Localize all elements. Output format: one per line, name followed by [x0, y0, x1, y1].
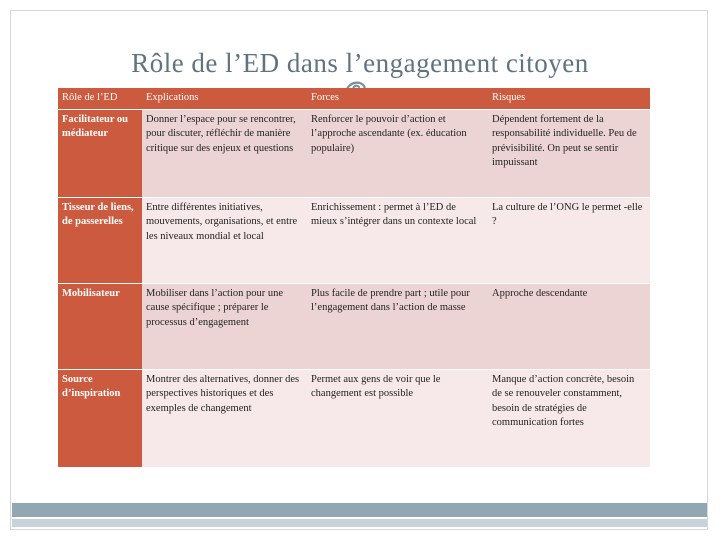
footer-bar-light — [12, 519, 707, 527]
row-risques: Dépendent fortement de la responsabilité individuelle. Peu de prévisibilité. On peut se sentir impuissant — [488, 109, 650, 197]
header-risques: Risques — [488, 88, 650, 109]
row-explications: Montrer des alternatives, donner des perspectives historiques et des exemples de changement — [142, 369, 307, 467]
row-explications: Donner l’espace pour se rencontrer, pour discuter, réfléchir de manière critique sur des enjeux et questions — [142, 109, 307, 197]
row-role: Facilitateur ou médiateur — [58, 109, 142, 197]
roles-table — [58, 88, 650, 468]
row-forces: Renforcer le pouvoir d’action et l’approche ascendante (ex. éducation populaire) — [307, 109, 488, 197]
table-row — [58, 109, 650, 197]
slide-title: Rôle de l’ED dans l’engagement citoyen — [131, 48, 589, 78]
header-forces: Forces — [307, 88, 488, 109]
row-explications: Entre différentes initiatives, mouvements, organisations, et entre les niveaux mondial et local — [142, 197, 307, 283]
table-row — [58, 369, 650, 467]
row-risques: Manque d’action concrète, besoin de se renouveler constamment, besoin de stratégies de communication fortes — [488, 369, 650, 467]
header-explications: Explications — [142, 88, 307, 109]
table-header-row — [58, 88, 650, 109]
row-role: Tisseur de liens, de passerelles — [58, 197, 142, 283]
row-explications: Mobiliser dans l’action pour une cause spécifique ; préparer le processus d’engagement — [142, 283, 307, 369]
row-forces: Permet aux gens de voir que le changement est possible — [307, 369, 488, 467]
table-row — [58, 197, 650, 283]
row-forces: Plus facile de prendre part ; utile pour l’engagement dans l’action de masse — [307, 283, 488, 369]
row-role: Source d’inspiration — [58, 369, 142, 467]
row-role: Mobilisateur — [58, 283, 142, 369]
footer-bar — [12, 503, 707, 517]
header-role: Rôle de l’ED — [58, 88, 142, 109]
row-forces: Enrichissement : permet à l’ED de mieux s’intégrer dans un contexte local — [307, 197, 488, 283]
table-row — [58, 283, 650, 369]
row-risques: Approche descendante — [488, 283, 650, 369]
row-risques: La culture de l’ONG le permet -elle ? — [488, 197, 650, 283]
